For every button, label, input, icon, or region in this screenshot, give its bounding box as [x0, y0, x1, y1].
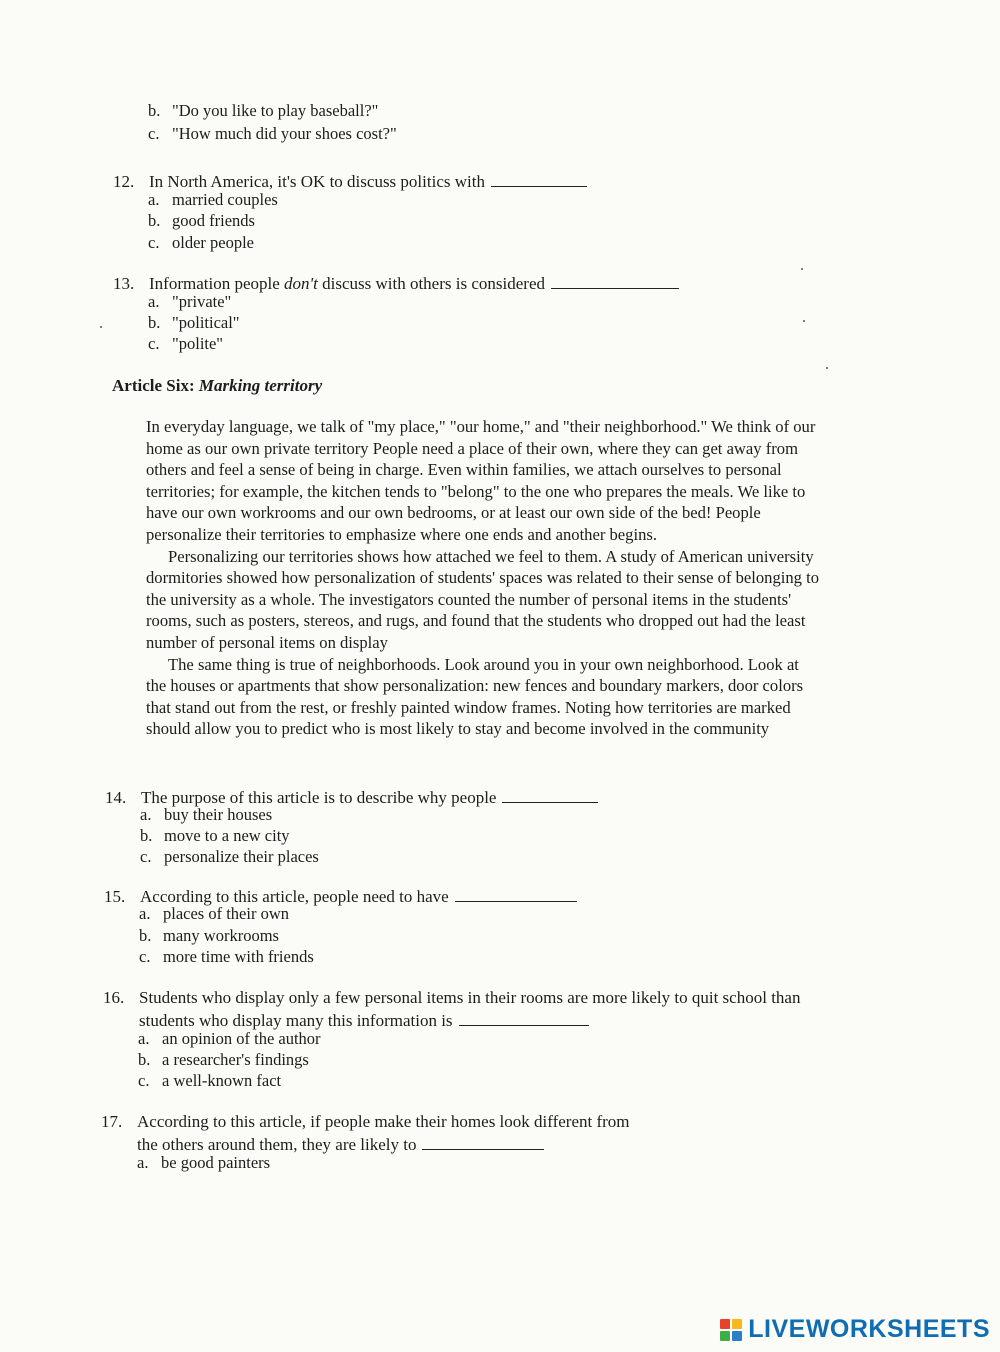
- question-15: 15. According to this article, people need to have: [104, 885, 577, 907]
- question-14: 14. The purpose of this article is to describe why people: [105, 786, 598, 808]
- article-line: number of personal items on display: [146, 632, 388, 652]
- article-line: personalize their territories to emphasize where one ends and another begins.: [146, 524, 657, 544]
- article-line: should allow you to predict who is most likely to stay and become involved in the community: [146, 719, 770, 739]
- option-14a: a. buy their houses: [140, 805, 273, 824]
- answer-blank-14[interactable]: [502, 786, 598, 803]
- option-11c: c. "How much did your shoes cost?": [148, 124, 397, 143]
- article-line: that stand out from the rest, or freshly painted window frames. Noting how territories are marked: [146, 697, 791, 717]
- option-16b: b. a researcher's findings: [138, 1050, 309, 1069]
- question-13: 13. Information people don't discuss with others is considered: [113, 272, 679, 294]
- option-17a: a. be good painters: [137, 1153, 271, 1172]
- answer-blank-12[interactable]: [491, 170, 587, 187]
- scan-speck: [803, 320, 805, 322]
- answer-blank-13[interactable]: [551, 272, 679, 289]
- article-line: In everyday language, we talk of "my place," "our home," and "their neighborhood." We think of our: [146, 417, 816, 436]
- scan-speck: [826, 367, 828, 369]
- article-body: [146, 416, 819, 740]
- liveworksheets-logo: [720, 1315, 990, 1344]
- option-15b: b. many workrooms: [139, 926, 279, 945]
- article-line: have our own workrooms and our own bedrooms, or at least our own side of the bed! People: [146, 503, 761, 523]
- article-line: the university as a whole. The investigators counted the number of personal items in the students': [146, 589, 792, 609]
- option-12b: b. good friends: [148, 211, 255, 230]
- article-line: territories; for example, the kitchen tends to "belong" to the one who prepares the meals. We like to: [146, 481, 806, 501]
- option-15a: a. places of their own: [139, 904, 289, 923]
- article-line: home as our own private territory People need a place of their own, where they can get away from: [146, 438, 798, 458]
- answer-blank-17[interactable]: [422, 1133, 544, 1150]
- question-16: 16. Students who display only a few personal items in their rooms are more likely to quit school than: [103, 988, 801, 1007]
- answer-blank-15[interactable]: [455, 885, 577, 902]
- article-line: The same thing is true of neighborhoods. Look around you in your own neighborhood. Look at: [168, 654, 799, 674]
- option-16c: c. a well-known fact: [138, 1071, 282, 1090]
- answer-blank-16[interactable]: [459, 1009, 589, 1026]
- liveworksheets-logo-icon: [720, 1319, 742, 1341]
- option-13c: c. "polite": [148, 334, 224, 353]
- question-17: 17. According to this article, if people make their homes look different from: [101, 1112, 630, 1131]
- article-line: dormitories showed how personalization of students' spaces was related to their sense of belonging to: [146, 568, 820, 588]
- option-11b: b. "Do you like to play baseball?": [148, 101, 379, 120]
- article-line: Personalizing our territories shows how attached we feel to them. A study of American university: [168, 546, 814, 566]
- article-line: others and feel a sense of being in charge. Even within families, we attach ourselves to personal: [146, 460, 782, 480]
- option-14b: b. move to a new city: [140, 826, 290, 845]
- article-line: rooms, such as posters, stereos, and rugs, and found that the students who dropped out had the least: [146, 611, 806, 631]
- question-16-continued: students who display many this information is: [139, 1009, 589, 1031]
- article-line: the houses or apartments that show personalization: new fences and boundary markers, door colors: [146, 676, 804, 696]
- option-13b: b. "political": [148, 313, 240, 332]
- option-13a: a. "private": [148, 292, 232, 311]
- article-heading: Article Six: Marking territory: [112, 376, 323, 395]
- liveworksheets-wordmark: LIVEWORKSHEETS: [748, 1315, 990, 1343]
- option-12a: a. married couples: [148, 190, 278, 209]
- option-15c: c. more time with friends: [139, 947, 314, 966]
- question-17-continued: the others around them, they are likely to: [137, 1133, 544, 1155]
- question-12: 12. In North America, it's OK to discuss politics with: [113, 170, 587, 192]
- option-16a: a. an opinion of the author: [138, 1029, 321, 1048]
- option-14c: c. personalize their places: [140, 847, 319, 866]
- option-12c: c. older people: [148, 233, 255, 252]
- scan-speck: [801, 268, 803, 270]
- scan-speck: [100, 326, 102, 328]
